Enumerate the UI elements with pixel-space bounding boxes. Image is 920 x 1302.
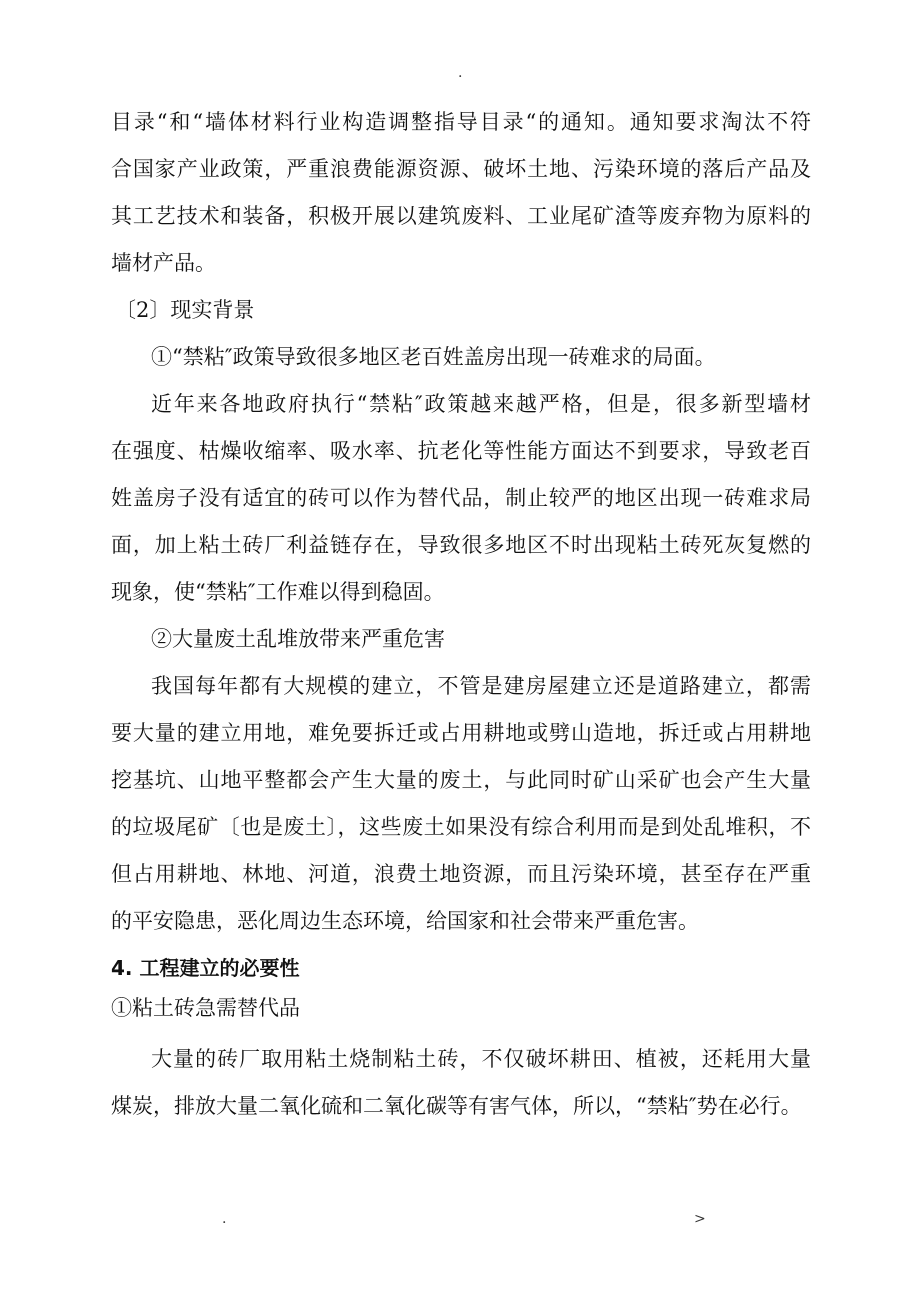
header-mark: . — [458, 65, 463, 81]
text-line: 面，加上粘土砖厂利益链存在，导致很多地区不时出现粘土砖死灰复燃的 — [111, 533, 811, 557]
text-line: 合国家产业政策，严重浪费能源资源、破坏土地、污染环境的落后产品及 — [111, 157, 811, 181]
footer-left-mark: . — [222, 1211, 227, 1227]
paragraph-policy-notice — [111, 110, 811, 298]
section-heading-4: 4. 工程建立的必要性 — [111, 956, 300, 980]
point-heading-1: ①“禁粘″政策导致很多地区老百姓盖房出现一砖难求的局面。 — [151, 345, 716, 369]
footer-right-mark: > — [694, 1211, 706, 1227]
text-line: 近年来各地政府执行“禁粘″政策越来越严格，但是，很多新型墙材 — [151, 392, 811, 416]
text-line: 在强度、枯燥收缩率、吸水率、抗老化等性能方面达不到要求，导致老百 — [111, 439, 811, 463]
text-line: 墙材产品。 — [111, 251, 216, 275]
document-body — [111, 110, 811, 1141]
text-line: 其工艺技术和装备，积极开展以建筑废料、工业尾矿渣等废弃物为原料的 — [111, 204, 811, 228]
point-heading-4-1: ①粘土砖急需替代品 — [111, 996, 300, 1020]
text-line: 煤炭，排放大量二氧化硫和二氧化碳等有害气体，所以，“禁粘″势在必行。 — [111, 1094, 802, 1118]
text-line: 的垃圾尾矿〔也是废土〕，这些废土如果没有综合利用而是到处乱堆积，不 — [111, 815, 811, 839]
text-line: 大量的砖厂取用粘土烧制粘土砖，不仅破坏耕田、植被，还耗用大量 — [151, 1047, 811, 1071]
paragraph-clay-ban — [111, 392, 811, 627]
text-line: 现象，使“禁粘″工作难以得到稳固。 — [111, 580, 445, 604]
paragraph-waste-soil — [111, 674, 811, 956]
paragraph-brick-replacement — [111, 1047, 811, 1141]
sub-heading-reality-background: 〔2〕现实背景 — [115, 298, 255, 322]
text-line: 目录“和“墙体材料行业构造调整指导目录“的通知。通知要求淘汰不符 — [111, 110, 811, 134]
text-line: 挖基坑、山地平整都会产生大量的废土，与此同时矿山采矿也会产生大量 — [111, 768, 811, 792]
text-line: 但占用耕地、林地、河道，浪费土地资源，而且污染环境，甚至存在严重 — [111, 862, 811, 886]
text-line: 姓盖房子没有适宜的砖可以作为替代品，制止较严的地区出现一砖难求局 — [111, 486, 811, 510]
text-line: 我国每年都有大规模的建立，不管是建房屋建立还是道路建立，都需 — [151, 674, 811, 698]
text-line: 要大量的建立用地，难免要拆迁或占用耕地或劈山造地，拆迁或占用耕地 — [111, 721, 811, 745]
text-line: 的平安隐患，恶化周边生态环境，给国家和社会带来严重危害。 — [111, 909, 699, 933]
point-heading-2: ②大量废土乱堆放带来严重危害 — [151, 627, 445, 651]
